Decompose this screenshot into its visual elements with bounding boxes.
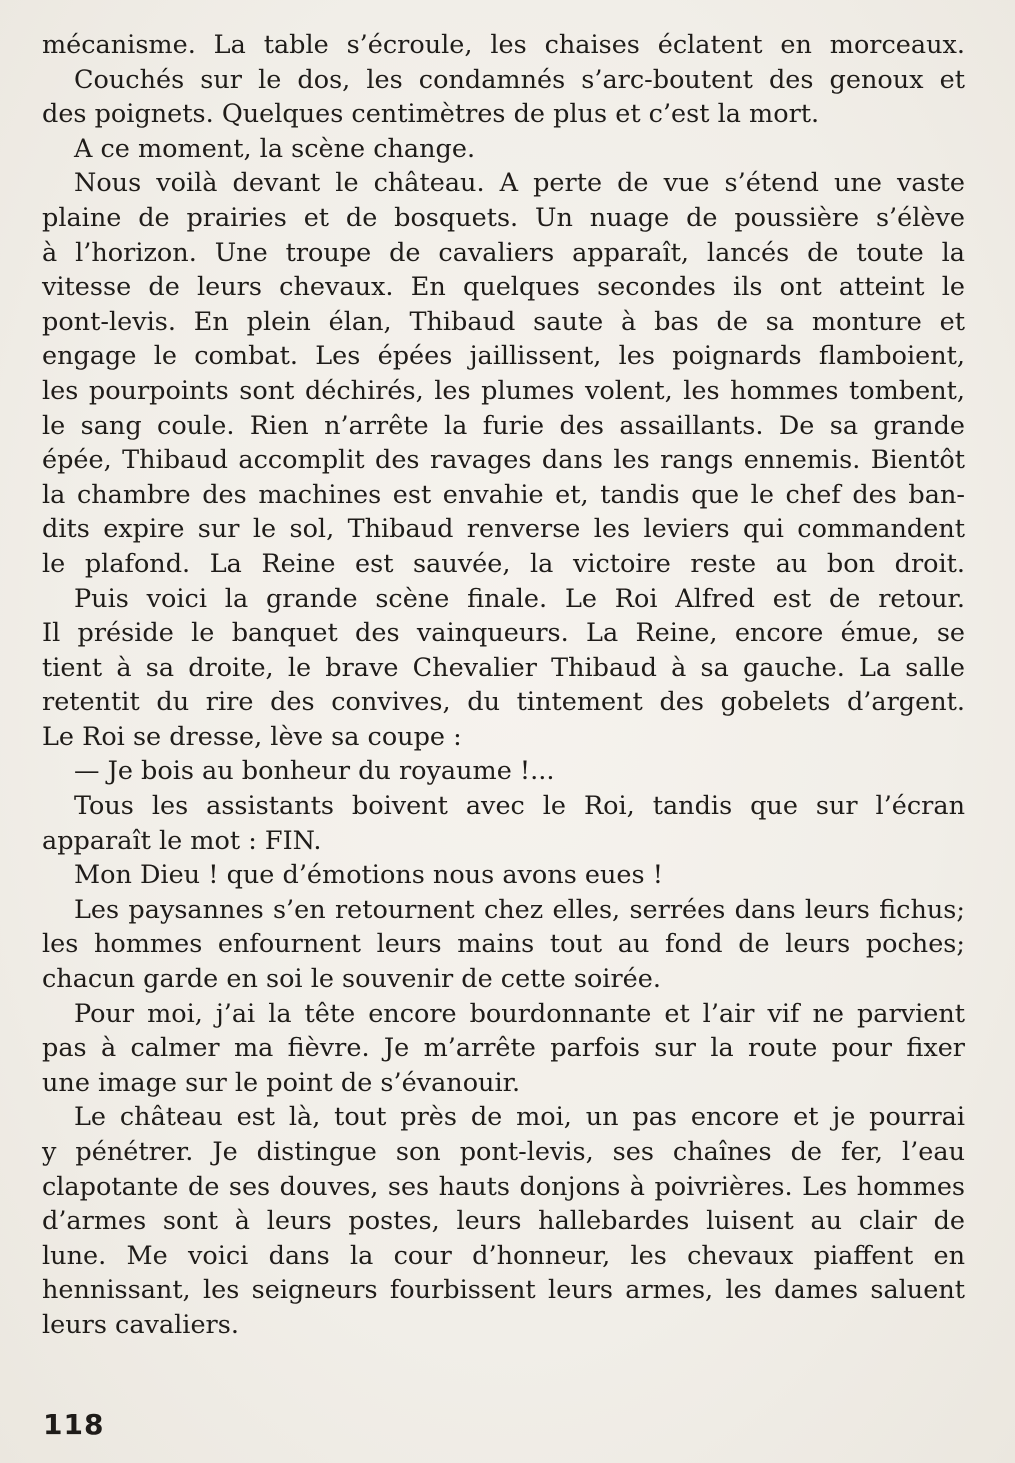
text-line: épée, Thibaud accomplit des ravages dans les rangs ennemis. Bientôt: [42, 445, 965, 476]
text-line: des poignets. Quelques centimètres de plus et c’est la mort.: [42, 99, 820, 130]
text-line: Puis voici la grande scène finale. Le Roi Alfred est de retour.: [74, 583, 965, 614]
text-line: chacun garde en soi le souvenir de cette soirée.: [42, 964, 661, 995]
text-line: la chambre des machines est envahie et, tandis que le chef des ban-: [42, 479, 965, 510]
text-line: le plafond. La Reine est sauvée, la victoire reste au bon droit.: [42, 548, 965, 579]
text-line: à l’horizon. Une troupe de cavaliers apparaît, lancés de toute la: [42, 237, 965, 268]
text-line: pont-levis. En plein élan, Thibaud saute à bas de sa monture et: [42, 306, 965, 337]
text-line: les hommes enfournent leurs mains tout au fond de leurs poches;: [42, 929, 965, 960]
text-line: Le château est là, tout près de moi, un pas encore et je pourrai: [74, 1102, 965, 1133]
text-line: Tous les assistants boivent avec le Roi, tandis que sur l’écran: [74, 791, 965, 822]
text-line: plaine de prairies et de bosquets. Un nuage de poussière s’élève: [42, 202, 965, 233]
text-line: retentit du rire des convives, du tintement des gobelets d’argent.: [42, 687, 965, 718]
text-line: Pour moi, j’ai la tête encore bourdonnante et l’air vif ne parvient: [74, 998, 965, 1029]
text-line: leurs cavaliers.: [42, 1309, 239, 1340]
text-line: mécanisme. La table s’écroule, les chaises éclatent en morceaux.: [42, 30, 965, 60]
text-line: engage le combat. Les épées jaillissent, les poignards flamboient,: [42, 341, 965, 372]
text-line: le sang coule. Rien n’arrête la furie des assaillants. De sa grande: [42, 410, 965, 441]
text-line: Les paysannes s’en retournent chez elles, serrées dans leurs fichus;: [74, 894, 965, 925]
text-line: apparaît le mot : FIN.: [42, 825, 322, 856]
page-number: 118: [43, 1408, 105, 1441]
text-line: — Je bois au bonheur du royaume !...: [74, 756, 555, 787]
text-line: Le Roi se dresse, lève sa coupe :: [42, 721, 462, 752]
text-line: vitesse de leurs chevaux. En quelques secondes ils ont atteint le: [42, 272, 965, 303]
text-line: y pénétrer. Je distingue son pont-levis, ses chaînes de fer, l’eau: [42, 1137, 965, 1167]
text-line: les pourpoints sont déchirés, les plumes volent, les hommes tombent,: [42, 375, 965, 406]
text-line: hennissant, les seigneurs fourbissent leurs armes, les dames saluent: [42, 1275, 965, 1306]
body-text: [42, 28, 965, 1343]
text-line: pas à calmer ma fièvre. Je m’arrête parfois sur la route pour fixer: [42, 1033, 965, 1064]
text-line: A ce moment, la scène change.: [74, 133, 476, 164]
text-line: tient à sa droite, le brave Chevalier Thibaud à sa gauche. La salle: [42, 652, 965, 683]
text-line: clapotante de ses douves, ses hauts donjons à poivrières. Les hommes: [42, 1171, 965, 1202]
text-line: Nous voilà devant le château. A perte de vue s’étend une vaste: [74, 168, 965, 199]
text-line: lune. Me voici dans la cour d’honneur, les chevaux piaffent en: [42, 1240, 965, 1271]
text-line: Il préside le banquet des vainqueurs. La Reine, encore émue, se: [42, 618, 965, 649]
text-line: Couchés sur le dos, les condamnés s’arc-boutent des genoux et: [74, 64, 965, 95]
text-line: Mon Dieu ! que d’émotions nous avons eues !: [74, 860, 663, 891]
text-line: dits expire sur le sol, Thibaud renverse les leviers qui commandent: [42, 514, 965, 545]
text-line: d’armes sont à leurs postes, leurs hallebardes luisent au clair de: [42, 1206, 965, 1237]
text-line: une image sur le point de s’évanouir.: [42, 1067, 521, 1098]
